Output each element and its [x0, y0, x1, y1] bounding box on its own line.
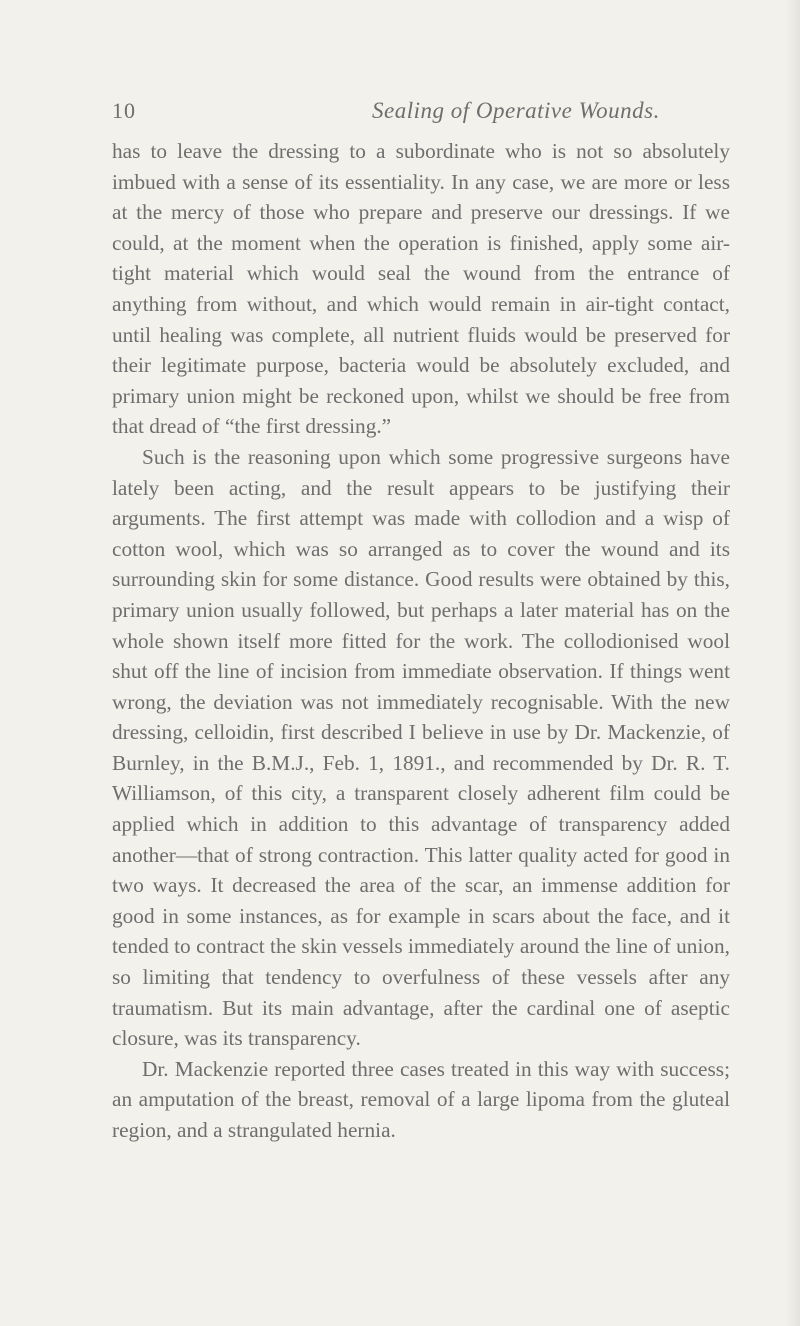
paragraph-reasoning: Such is the reasoning upon which some progressive surgeons have lately been acting, and the result appears to be justifying their arguments. The first attempt was made with collodion and a wisp of cotton wool, which was so arranged as to cover the wound and its surrounding skin for some distance. Good results were obtained by this, primary union usually followed, but perhaps a later material has on the whole shown itself more fitted for the work. The collodionised wool shut off the line of incision from immediate observation. If things went wrong, the deviation was not immediately recognisable. With the new dressing, celloidin, first described I believe in use by Dr. Mackenzie, of Burnley, in the B.M.J., Feb. 1, 1891., and recommended by Dr. R. T. Williamson, of this city, a transparent closely adherent film could be applied which in addition to this advantage of transparency added another—that of strong contraction. This latter quality acted for good in two ways. It decreased the area of the scar, an immense addition for good in some instances, as for example in scars about the face, and it tended to contract the skin vessels immediately around the line of union, so limiting that tendency to overfulness of these vessels after any traumatism. But its main advantage, after the cardinal one of aseptic closure, was its transparency.: [112, 444, 730, 1051]
page-number: 10: [112, 98, 136, 123]
running-title: Sealing of Operative Wounds.: [372, 98, 660, 123]
paragraph-continuation: has to leave the dressing to a subordinate who is not so absolutely imbued with a sense of its essentiality. In any case, we are more or less at the mercy of those who prepare and preserve our dressings. If we could, at the moment when the operation is finished, apply some air-tight material which would seal the wound from the entrance of anything from without, and which would remain in air-tight contact, until healing was complete, all nutrient fluids would be preserved for their legitimate purpose, bacteria would be absolutely excluded, and primary union might be reckoned upon, whilst we should be free from that dread of “the first dressing.”: [112, 139, 730, 439]
body-text: [112, 136, 730, 1146]
page-edge-shadow: [786, 0, 800, 1326]
paragraph-cases: Dr. Mackenzie reported three cases treated in this way with success; an amputation of the breast, removal of a large lipoma from the gluteal region, and a strangulated hernia.: [112, 1056, 730, 1142]
running-head: [112, 98, 732, 128]
